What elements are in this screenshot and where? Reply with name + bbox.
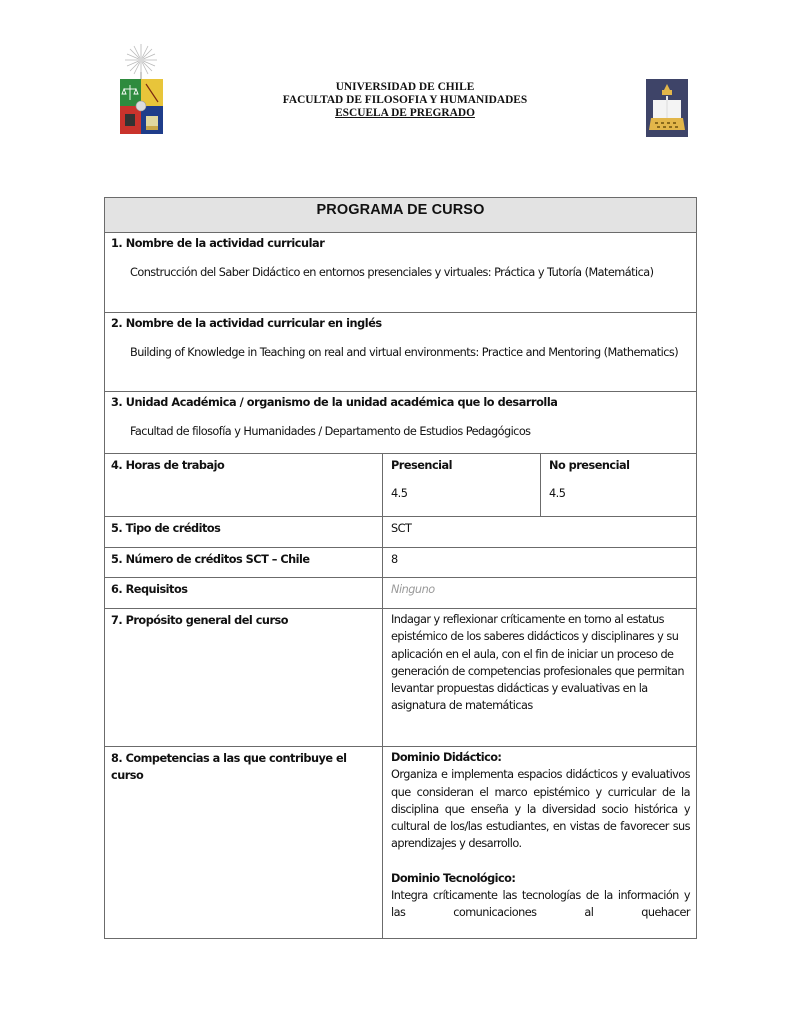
requirements-value: Ninguno: [391, 583, 435, 596]
faculty-name: FACULTAD DE FILOSOFIA Y HUMANIDADES: [282, 94, 528, 106]
domain-title: Dominio Didáctico:: [391, 751, 502, 764]
hours-label-cell: [105, 454, 383, 516]
university-name: UNIVERSIDAD DE CHILE: [335, 81, 475, 93]
presencial-label: Presencial: [391, 459, 453, 472]
competencies-label: 8. Competencias a las que contribuye el curso: [111, 752, 347, 782]
universidad-de-chile-crest-icon: [112, 42, 170, 136]
competencies-list: [391, 749, 690, 922]
program-title: PROGRAMA DE CURSO: [316, 202, 485, 218]
domain-text: Organiza e implementa espacios didácticos y evaluativos que consideran el marco epistémico y curricular de la disciplina que enseña y la diversidad socio histórica y cultural de los/las estudiantes, en vistas de favorecer sus aprendizajes y desarrollo.: [391, 768, 690, 851]
section-value: Building of Knowledge in Teaching on real and virtual environments: Practice and Mentoring (Mathematics): [130, 346, 679, 359]
no-presencial-value: 4.5: [549, 487, 566, 500]
purpose-value: Indagar y reflexionar críticamente en torno al estatus epistémico de los saberes didácticos y disciplinares y su aplicación en el aula, con el fin de iniciar un proceso de generación de competencias profesionales que permitan levantar propuestas didácticas y evaluativas en la asignatura de matemáticas: [391, 613, 684, 713]
requirements-label: 6. Requisitos: [111, 583, 188, 596]
program-title-row: [105, 198, 696, 232]
section-label: 2. Nombre de la actividad curricular en inglés: [111, 317, 382, 330]
purpose-label: 7. Propósito general del curso: [111, 614, 289, 627]
domain-title: Dominio Tecnológico:: [391, 871, 516, 885]
no-presencial-cell: [542, 454, 696, 516]
section-label: 3. Unidad Académica / organismo de la unidad académica que lo desarrolla: [111, 396, 558, 409]
competencies-row: [105, 746, 696, 938]
credit-type-row: [105, 516, 696, 547]
hours-label: 4. Horas de trabajo: [111, 459, 225, 472]
requirements-row: [105, 577, 696, 608]
course-program-table: [104, 197, 697, 939]
presencial-value: 4.5: [391, 487, 408, 500]
section-row-academic-unit: [105, 391, 696, 453]
no-presencial-label: No presencial: [549, 459, 630, 472]
credit-count-label: 5. Número de créditos SCT – Chile: [111, 553, 310, 566]
section-row-english-name: [105, 312, 696, 391]
credit-type-label: 5. Tipo de créditos: [111, 522, 221, 535]
purpose-row: [105, 608, 696, 746]
document-header: [0, 0, 800, 160]
institution-heading: [200, 81, 610, 120]
credit-count-row: [105, 547, 696, 577]
hours-row: [105, 453, 696, 516]
facultad-filosofia-book-emblem-icon: [645, 78, 689, 138]
section-value: Facultad de filosofía y Humanidades / Departamento de Estudios Pedagógicos: [130, 425, 531, 438]
presencial-cell: [384, 454, 541, 516]
credit-type-value: SCT: [391, 522, 412, 535]
domain-text: Integra críticamente las tecnologías de la información y las comunicaciones al quehacer: [391, 889, 690, 920]
section-label: 1. Nombre de la actividad curricular: [111, 237, 325, 250]
section-row-name: [105, 232, 696, 312]
credit-count-value: 8: [391, 553, 398, 566]
school-name: ESCUELA DE PREGRADO: [335, 107, 475, 119]
section-value: Construcción del Saber Didáctico en entornos presenciales y virtuales: Práctica y Tutoría (Matemática): [130, 266, 654, 279]
